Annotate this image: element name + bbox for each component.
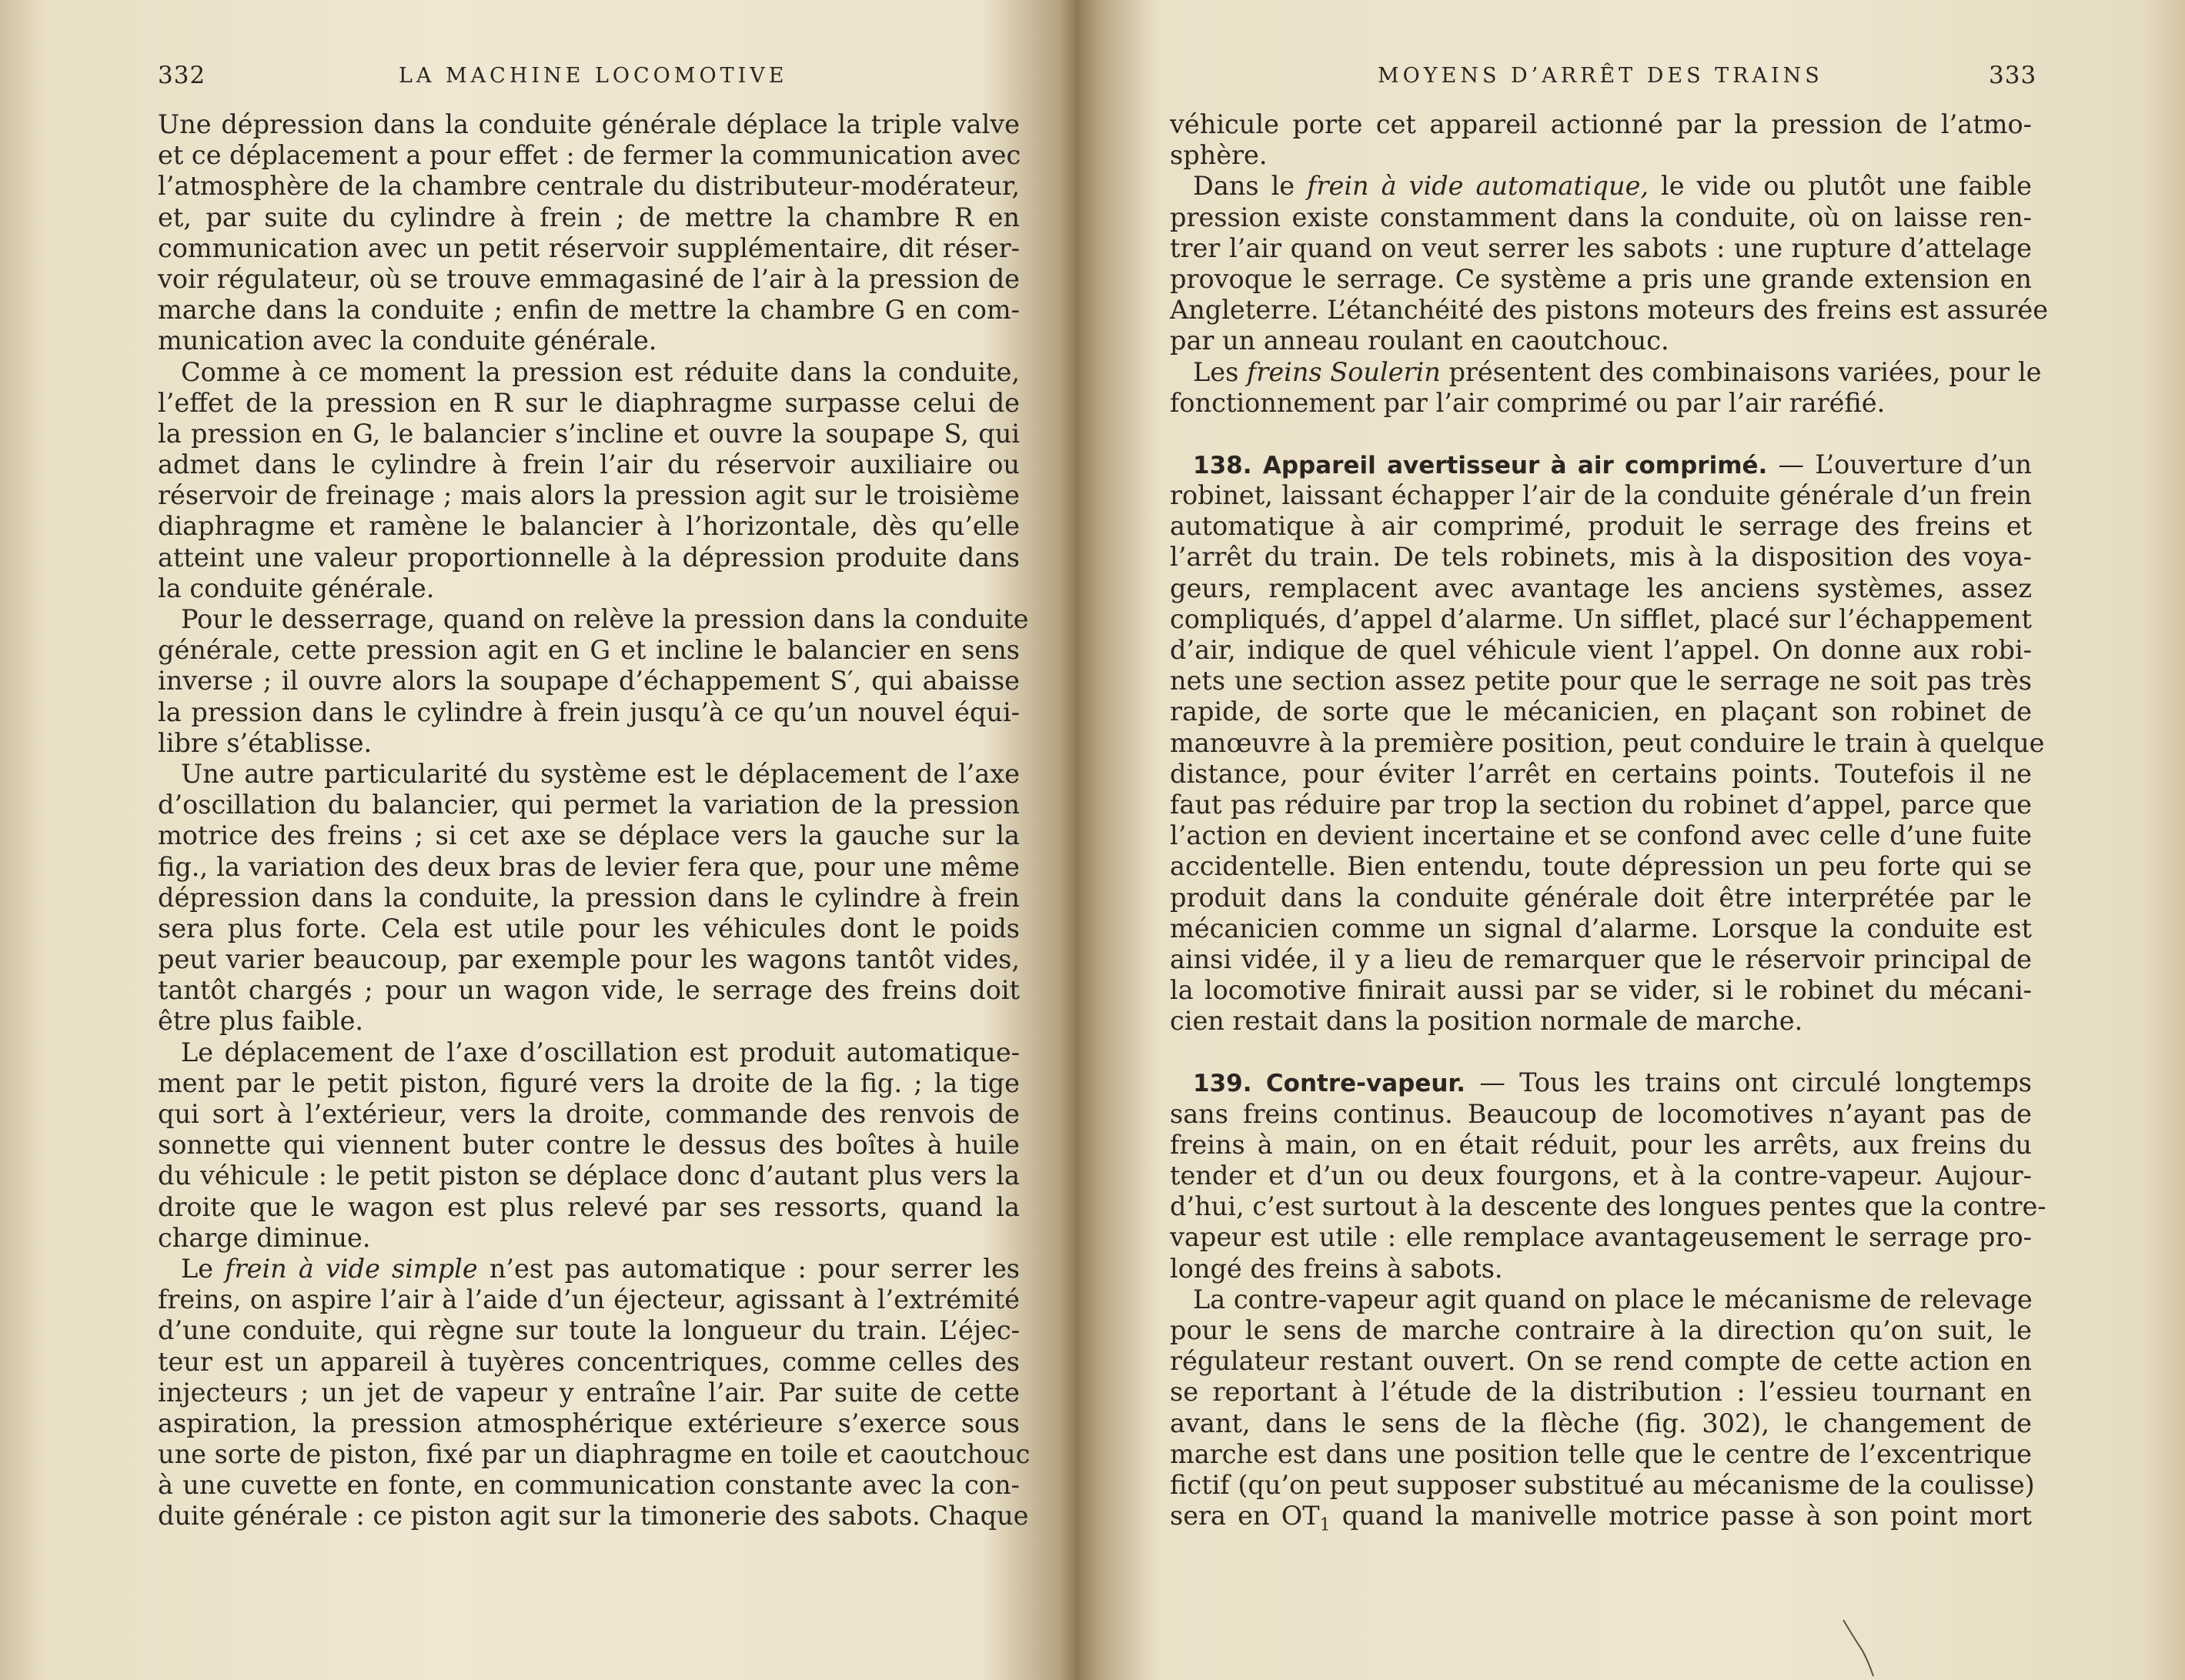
text-line: vapeur est utile : elle remplace avantageusement le serrage pro- [1170,1222,2032,1253]
text-line: l’action en devient incertaine et se confond avec celle d’une fuite [1170,820,2032,851]
text-line: la conduite générale. [158,573,435,603]
text-line: l’arrêt du train. De tels robinets, mis à la disposition des voya- [1170,542,2032,573]
text-line: d’oscillation du balancier, qui permet la variation de la pression [158,790,1020,820]
text-line: voir régulateur, où se trouve emmagasiné de l’air à la pression de [158,263,1020,294]
text-line: ainsi vidée, il y a lieu de remarquer que le réservoir principal de [1170,944,2032,974]
left-page [0,0,1077,1680]
paragraph-gap [1170,419,2032,449]
text-line: l’atmosphère de la chambre centrale du distributeur-modérateur, [158,171,1020,202]
body-text [158,109,1031,1532]
text-line: produit dans la conduite générale doit être interprétée par le [1170,882,2032,913]
text-line: d’hui, c’est surtout à la descente des longues pentes que la contre- [1170,1191,2046,1222]
text-fragment: quand la manivelle motrice passe à son point mort [1330,1501,2033,1531]
text-line: réservoir de freinage ; mais alors la pression agit sur le troisième [158,480,1020,511]
running-head: LA MACHINE LOCOMOTIVE [399,64,788,88]
body-text [1170,109,2049,1535]
text-line: La contre-vapeur agit quand on place le mécanisme de relevage [1193,1284,2033,1314]
text-line: rapide, de sorte que le mécanicien, en plaçant son robinet de [1170,696,2032,727]
section-lead-text: — Tous les trains ont circulé longtemps [1465,1067,2032,1098]
text-line: Angleterre. L’étanchéité des pistons moteurs des freins est assurée [1170,295,2049,326]
text-line: mécanicien comme un signal d’alarme. Lorsque la conduite est [1170,913,2032,944]
text-line: distance, pour éviter l’arrêt en certains points. Toutefois il ne [1170,758,2032,789]
text-line: Dans le frein à vide automatique, le vide ou plutôt une faible [1193,171,2032,202]
text-line: provoque le serrage. Ce système a pris une grande extension en [1170,263,2032,294]
text-line: manœuvre à la première position, peut conduire le train à quelque [1170,727,2045,758]
text-line: tender et d’un ou deux fourgons, et à la contre-vapeur. Aujour- [1170,1161,2032,1191]
text-line: véhicule porte cet appareil actionné par la pression de l’atmo- [1170,109,2032,139]
text-line: et, par suite du cylindre à frein ; de mettre la chambre R en [158,202,1020,232]
text-line: sonnette qui viennent buter contre le dessus des boîtes à huile [158,1130,1020,1161]
text-line: nets une section assez petite pour que le serrage ne soit pas très [1170,666,2032,696]
text-line: freins à main, on en était réduit, pour les arrêts, aux freins du [1170,1129,2032,1160]
page-number: 332 [158,62,206,89]
text-line: qui sort à l’extérieur, vers la droite, commande des renvois de [158,1099,1020,1129]
text-line: trer l’air quand on veut serrer les sabots : une rupture d’attelage [1170,232,2032,263]
text-line: libre s’établisse. [158,727,373,758]
text-line: longé des freins à sabots. [1170,1253,1503,1284]
text-line: générale, cette pression agit en G et incline le balancier en sens [158,635,1020,666]
text-line: munication avec la conduite générale. [158,326,657,356]
text-line: sans freins continus. Beaucoup de locomotives n’ayant pas de [1170,1098,2032,1129]
text-line: diaphragme et ramène le balancier à l’horizontale, dès qu’elle [158,511,1020,542]
text-line: admet dans le cylindre à frein l’air du réservoir auxiliaire ou [158,449,1020,480]
text-line: tantôt chargés ; pour un wagon vide, le serrage des freins doit [158,975,1020,1006]
text-line: marche dans la conduite ; enfin de mettre la chambre G en com- [158,295,1020,326]
text-line: injecteurs ; un jet de vapeur y entraîne l’air. Par suite de cette [158,1377,1020,1408]
text-line: Les freins Soulerin présentent des combinaisons variées, pour le [1193,356,2042,387]
text-line: freins, on aspire l’air à l’aide d’un éjecteur, agissant à l’extrémité [158,1284,1020,1315]
text-line: accidentelle. Bien entendu, toute dépression un peu forte qui se [1170,851,2032,882]
text-line: faut pas réduire par trop la section du robinet d’appel, parce que [1170,789,2032,820]
right-page [1093,0,2185,1680]
text-line: marche est dans une position telle que le centre de l’excentrique [1170,1438,2032,1469]
text-line: Le frein à vide simple n’est pas automatique : pour serrer les [181,1253,1020,1284]
text-line: cien restait dans la position normale de marche. [1170,1006,1803,1037]
subscript: 1 [1319,1515,1331,1535]
text-line: atteint une valeur proportionnelle à la dépression produite dans [158,542,1020,573]
text-line: sera plus forte. Cela est utile pour les véhicules dont le poids [158,913,1020,944]
text-line: automatique à air comprimé, produit le serrage des freins et [1170,511,2032,542]
text-line: avant, dans le sens de la flèche (fig. 302), le changement de [1170,1408,2032,1438]
text-line: la locomotive finirait aussi par se vider, si le robinet du mécani- [1170,975,2032,1006]
section-lead-text: — L’ouverture d’un [1767,449,2032,479]
text-line: du véhicule : le petit piston se déplace donc d’autant plus vers la [158,1161,1020,1191]
text-line: dépression dans la conduite, la pression dans le cylindre à frein [158,882,1020,913]
text-line: d’une conduite, qui règne sur toute la longueur du train. L’éjec- [158,1315,1020,1346]
text-line: pour le sens de marche contraire à la direction qu’on suit, le [1170,1314,2032,1345]
text-line: communication avec un petit réservoir supplémentaire, dit réser- [158,232,1020,263]
text-line [1170,1501,2033,1535]
text-line: fictif (qu’on peut supposer substitué au mécanisme de la coulisse) [1170,1469,2035,1500]
text-line: compliqués, d’appel d’alarme. Un sifflet, placé sur l’échappement [1170,603,2032,634]
pencil-mark [1839,1616,1886,1678]
text-line: se reportant à l’étude de la distribution : l’essieu tournant en [1170,1377,2032,1408]
text-line: ment par le petit piston, figuré vers la droite de la fig. ; la tige [158,1067,1020,1098]
page-number: 333 [1989,62,2037,89]
section-heading: 139. Contre-vapeur. [1193,1070,1466,1098]
text-line: aspiration, la pression atmosphérique extérieure s’exerce sous [158,1408,1020,1438]
text-line: geurs, remplacent avec avantage les anciens systèmes, assez [1170,573,2032,603]
text-line: duite générale : ce piston agit sur la timonerie des sabots. Chaque [158,1501,1029,1531]
text-line: l’effet de la pression en R sur le diaphragme surpasse celui de [158,387,1020,418]
text-line: une sorte de piston, fixé par un diaphragme en toile et caoutchouc [158,1439,1031,1470]
text-line: régulateur restant ouvert. On se rend compte de cette action en [1170,1346,2032,1377]
text-line: droite que le wagon est plus relevé par ses ressorts, quand la [158,1191,1020,1222]
section-heading-line [1170,1067,2032,1098]
text-line: Une autre particularité du système est le déplacement de l’axe [181,758,1020,789]
text-line: charge diminue. [158,1222,371,1253]
text-fragment: sera en OT [1170,1501,1320,1531]
text-line: pression existe constamment dans la conduite, où on laisse ren- [1170,202,2032,232]
text-line: Une dépression dans la conduite générale déplace la triple valve [158,109,1020,139]
text-line: inverse ; il ouvre alors la soupape d’échappement S′, qui abaisse [158,666,1020,696]
text-line: être plus faible. [158,1006,364,1037]
text-line: d’air, indique de quel véhicule vient l’appel. On donne aux robi- [1170,635,2032,665]
text-line: et ce déplacement a pour effet : de fermer la communication avec [158,140,1021,171]
section-heading-line [1170,449,2032,480]
text-line: robinet, laissant échapper l’air de la conduite générale d’un frein [1170,480,2032,511]
text-line: Le déplacement de l’axe d’oscillation est produit automatique- [181,1037,1020,1067]
text-line: fonctionnement par l’air comprimé ou par l’air raréfié. [1170,387,1886,418]
text-line: Pour le desserrage, quand on relève la pression dans la conduite [181,604,1029,634]
text-line: la pression dans le cylindre à frein jusqu’à ce qu’un nouvel équi- [158,696,1020,727]
text-line: sphère. [1170,140,1268,171]
section-heading: 138. Appareil avertisseur à air comprimé. [1193,451,1768,479]
paragraph-gap [1170,1037,2032,1067]
text-line: par un anneau roulant en caoutchouc. [1170,326,1669,356]
running-head: MOYENS D’ARRÊT DES TRAINS [1378,64,1823,88]
text-line: à une cuvette en fonte, en communication constante avec la con- [158,1470,1020,1501]
text-line: motrice des freins ; si cet axe se déplace vers la gauche sur la [158,820,1020,851]
text-line: peut varier beaucoup, par exemple pour les wagons tantôt vides, [158,944,1020,975]
text-line: fig., la variation des deux bras de levier fera que, pour une même [158,851,1020,882]
text-line: Comme à ce moment la pression est réduite dans la conduite, [181,356,1020,387]
text-line: la pression en G, le balancier s’incline et ouvre la soupape S, qui [158,418,1020,449]
text-line: teur est un appareil à tuyères concentriques, comme celles des [158,1346,1020,1377]
